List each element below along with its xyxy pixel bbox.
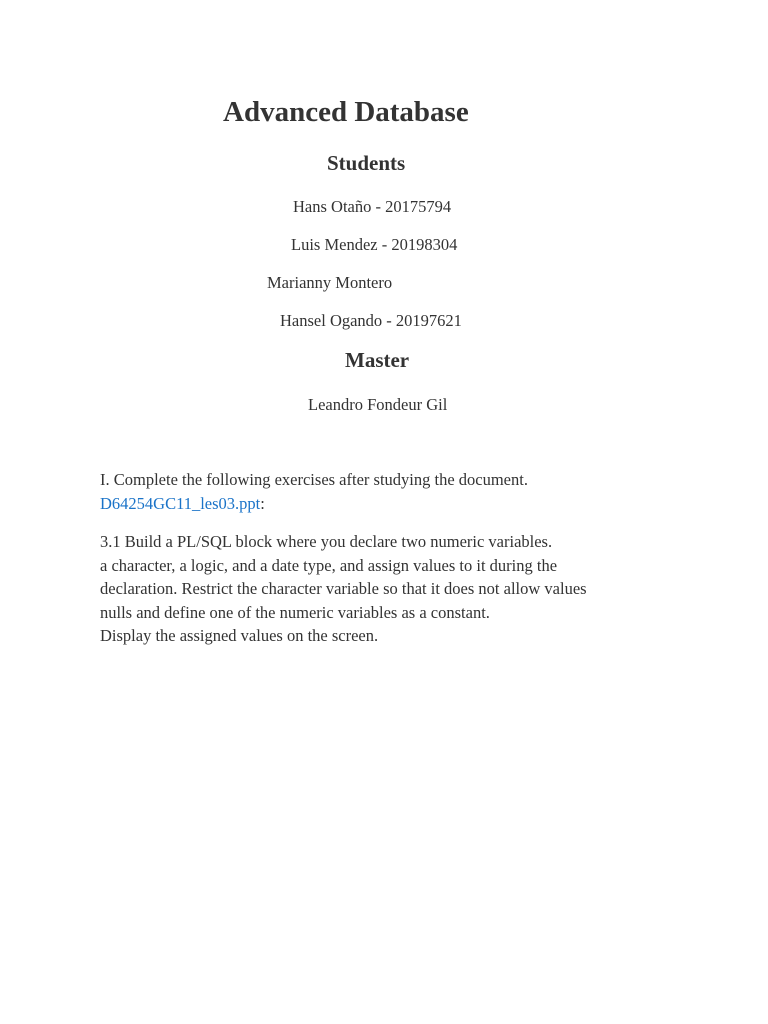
student-name: Hans Otaño - 20175794 [293,197,452,216]
students-heading: Students [327,151,406,175]
exercise-line: a character, a logic, and a date type, and assign values to it during the [100,555,558,575]
student-name: Hansel Ogando - 20197621 [280,311,462,330]
student-name: Luis Mendez - 20198304 [291,235,458,254]
exercise-paragraph [100,530,620,648]
master-heading: Master [345,348,410,372]
document-link[interactable]: D64254GC11_les03.ppt [100,493,261,513]
student-name: Marianny Montero [267,273,393,292]
exercise-line: nulls and define one of the numeric variables as a constant. [100,602,490,622]
instruction-paragraph [100,468,620,515]
document-link-line [100,492,620,516]
document-title: Advanced Database [223,96,469,128]
master-name: Leandro Fondeur Gil [308,395,448,414]
link-suffix: : [260,493,265,513]
exercise-line: Display the assigned values on the screen. [100,626,379,645]
exercise-line: declaration. Restrict the character variable so that it does not allow values [100,579,587,598]
exercise-line: 3.1 Build a PL/SQL block where you declare two numeric variables. [100,532,553,551]
instruction-text: I. Complete the following exercises after studying the document. [100,470,528,489]
